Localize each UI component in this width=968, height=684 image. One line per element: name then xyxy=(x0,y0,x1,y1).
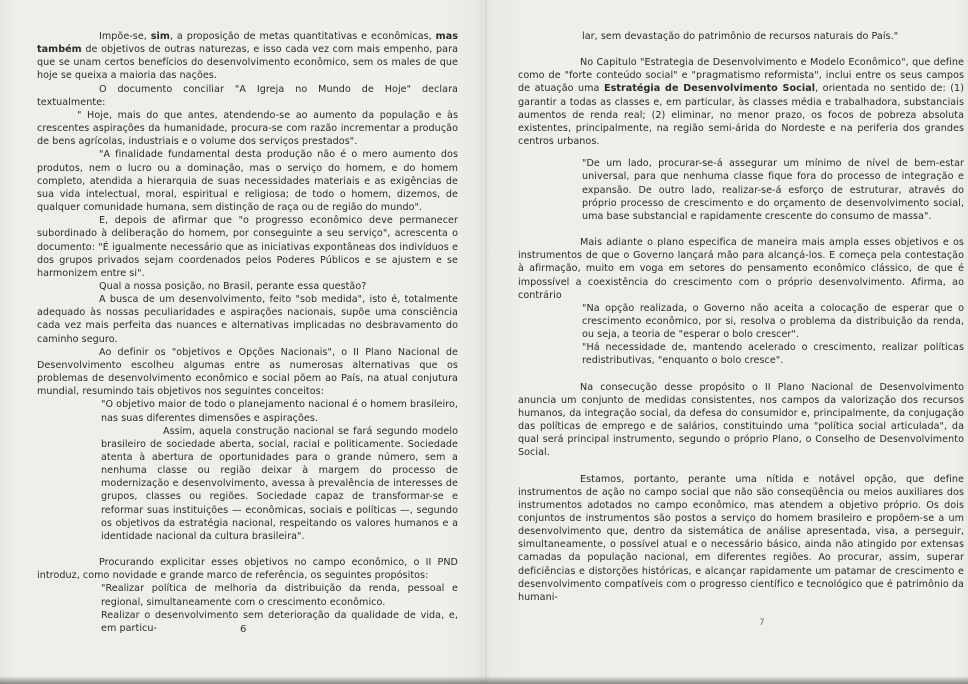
paragraph: A busca de um desenvolvimento, feito "sob medida", isto é, totalmente adequado às nossas peculiaridades e aspirações nacionais, supõe uma consciência cada vez mais perfeita das nuances e alternativas implicadas no desbravamento do caminho seguro. xyxy=(37,294,458,345)
page-number: 7 xyxy=(759,618,765,628)
quoted-paragraph: " Hoje, mais do que antes, atendendo-se ao aumento da população e às crescentes aspirações da humanidade, procura-se com razão incrementar a produção de bens agrícolas, industriais e o volume dos serviços prestados". xyxy=(37,109,458,148)
block-quote: "O objetivo maior de todo o planejamento nacional é o homem brasileiro, nas suas diferentes dimensões e aspirações. xyxy=(101,399,459,424)
right-page-body xyxy=(518,30,964,604)
paragraph: Ao definir os "objetivos e Opções Nacionais", o II Plano Nacional de Desenvolvimento escolheu algumas entre as numerosas alternativas que os problemas de desenvolvimento econômico e social põem ao País, na atual conjutura mundial, resumindo tais objetivos nos seguintes conceitos: xyxy=(37,346,458,398)
bold-emphasis: sim xyxy=(150,31,170,42)
block-quote: "Na opção realizada, o Governo não aceita a colocação de esperar que o crescimento econômico, por si, resolva o problema da distribuição da renda, ou seja, a teoria de "esperar o bolo crescer". xyxy=(582,302,964,341)
paragraph: Impõe-se, sim, a proposição de metas quantitativas e econômicas, mas também de objetivos de outras naturezas, e isso cada vez com mais empenho, para que se unam certos benefícios do desenvolvimento econômico, sem os males de que hoje se queixa a maioria das nações. xyxy=(37,31,459,82)
bold-emphasis: mas também xyxy=(37,31,459,56)
left-page-body xyxy=(37,30,458,635)
page-number: 6 xyxy=(240,624,247,635)
bold-emphasis: Estratégia de Desenvolvimento Social xyxy=(603,83,816,95)
book-gutter xyxy=(482,0,485,684)
block-quote: Realizar o desenvolvimento sem deterioração da qualidade de vida, e, em particu- xyxy=(101,609,458,634)
block-quote: "Realizar política de melhoria da distribuição da renda, pessoal e regional, simultaneamente com o crescimento econômico. xyxy=(101,583,458,608)
quoted-paragraph: "A finalidade fundamental desta produção não é o mero aumento dos produtos, nem o lucro ou a dominação, mas o serviço do homem, e do homem completo, atendida a hierarquia de suas necessidades materiais e as exigências de sua vida intelectual, moral, espiritual e religiosa; de todo o homem, dizemos, de qualquer comunidade humana, sem distinção de raça ou de região do mundo". xyxy=(37,149,458,214)
paragraph: Procurando explicitar esses objetivos no campo econômico, o II PND introduz, como novidade e grande marco de referência, os seguintes propósitos: xyxy=(37,557,458,582)
paragraph: No Capitulo "Estrategia de Desenvolvimento e Modelo Econômico", que define como de "forte conteúdo social" e "pragmatismo reformista", inclui entre os seus campos de atuação uma Estratégia de Desenvolvimento Social, orientada no sentido de: (1) garantir a todas as classes e, em particular, às classes média e trabalhadora, substanciais aumentos de renda real; (2) eliminar, no menor prazo, os focos de pobreza absoluta existentes, principalmente, na região semi-árida do Nordeste e na periferia dos grandes centros urbanos. xyxy=(518,57,964,148)
block-quote: "Há necessidade de, mantendo acelerado o crescimento, realizar políticas redistributivas, "enquanto o bolo cresce". xyxy=(582,342,964,367)
paragraph: E, depois de afirmar que "o progresso econômico deve permanecer subordinado à deliberação do homem, por conseguinte a seu serviço", acrescenta o documento: "É igualmente necessário que as iniciativas expontâneas dos indivíduos e dos grupos privados sejam coordenados pelos Poderes Públicos e se ajustem e se harmonizem entre si". xyxy=(37,215,458,279)
paragraph: Na consecução desse propósito o II Plano Nacional de Desenvolvimento anuncia um conjunto de medidas consistentes, nos campos da valorização dos recursos humanos, da integração social, da defesa do consumidor e, principalmente, da conjugação das políticas de emprego e de salários, constituindo uma "política social articulada", da qual será principal instrumento, segundo o próprio Plano, o Conselho de Desenvolvimento Social. xyxy=(518,381,964,459)
paragraph: O documento conciliar "A Igreja no Mundo de Hoje" declara textualmente: xyxy=(37,83,458,108)
block-quote: "De um lado, procurar-se-á assegurar um mínimo de nível de bem-estar universal, para que nenhuma classe fique fora do processo de integração e expansão. De outro lado, realizar-se-á esforço de estruturar, através do próprio processo de crescimento e do orçamento de desenvolvimento social, uma base substancial e rapidamente crescente do consumo de massa". xyxy=(582,158,964,222)
paragraph: Estamos, portanto, perante uma nítida e notável opção, que define instrumentos de ação no campo social que não são conseqüência ou meios auxiliares dos instrumentos adotados no campo econômico, mas atendem a objetivo próprio. Os dois conjuntos de instrumentos são postos a serviço do homem brasileiro e propõem-se a um desenvolvimento que, dentro da sistemática de análise apresentada, visa, a perseguir, simultaneamente, o possível atual e o necessário básico, ainda não atingido por extensas camadas da população nacional, em diferentes regiões. Ao procurar, assim, superar deficiências e distorções históricas, e alcançar rapidamente um patamar de crescimento e desenvolvimento compatíveis com o progresso científico e tecnológico que é patrimônio da humani- xyxy=(518,473,964,603)
paragraph: Mais adiante o plano especifica de maneira mais ampla esses objetivos e os instrumentos de que o Governo lançará mão para alcançá-los. E começa pela contestação à afirmação, muito em voga em setores do pensamento econômico clássico, de que é impossível a coexistência do crescimento com o próprio desenvolvimento. Afirma, ao contrário xyxy=(518,237,964,301)
block-quote: lar, sem devastação do patrimônio de recursos naturais do País." xyxy=(582,31,899,42)
paragraph: Qual a nossa posição, no Brasil, perante essa questão? xyxy=(99,280,367,292)
page-bottom-shadow xyxy=(0,676,968,684)
right-page xyxy=(484,0,968,684)
block-quote: Assim, aquela construção nacional se fará segundo modelo brasileiro de sociedade aberta, social, racial e politicamente. Sociedade atenta à abertura de oportunidades para o grande número, sem a nenhuma classe ou região deixar à margem do processo de modernização e desenvolvimento, avessa à prevalência de interesses de grupos, classes ou regiões. Sociedade capaz de transformar-se e reformar suas instituições — econômicas, sociais e políticas —, segundo os objetivos da estratégia nacional, respeitando os valores humanos e a identidade nacional da cultura brasileira". xyxy=(101,425,458,542)
